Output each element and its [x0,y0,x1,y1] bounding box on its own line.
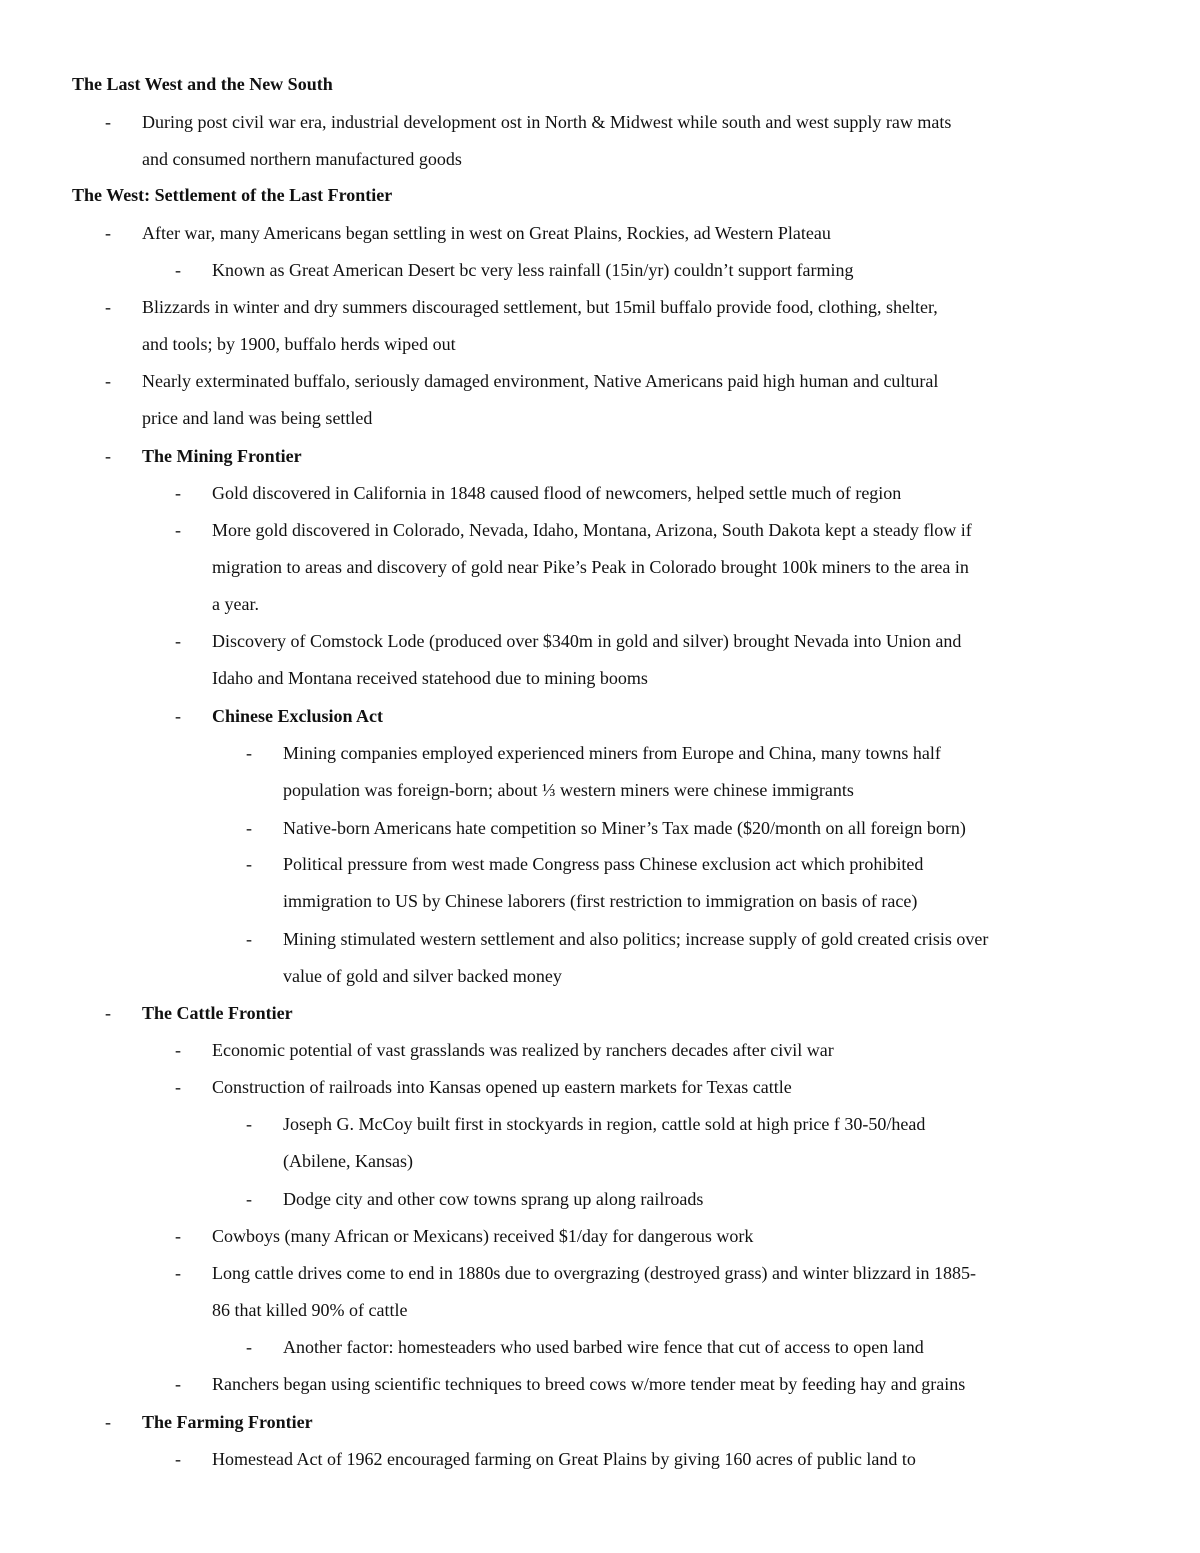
section-title: The Cattle Frontier [142,1003,293,1023]
bullet-political-pressure [246,846,924,920]
bullet-dash: - [175,706,181,726]
bullet-ranchers-scientific [175,1366,966,1403]
bullet-line: population was foreign-born; about ⅓ western miners were chinese immigrants [283,780,854,800]
bullet-line: Construction of railroads into Kansas opened up eastern markets for Texas cattle [212,1077,792,1097]
bullet-line: migration to areas and discovery of gold near Pike’s Peak in Colorado brought 100k miners to the area in [212,557,969,577]
bullet-dash: - [175,260,181,280]
bullet-line: 86 that killed 90% of cattle [212,1300,408,1320]
bullet-line: Nearly exterminated buffalo, seriously damaged environment, Native Americans paid high human and cultural [142,371,939,391]
bullet-dash: - [175,631,181,651]
bullet-comstock-lode [175,623,962,697]
bullet-dash: - [105,1003,111,1023]
bullet-cowboys [175,1218,754,1255]
bullet-line: Economic potential of vast grasslands was realized by ranchers decades after civil war [212,1040,834,1060]
bullet-line: Native-born Americans hate competition so Miner’s Tax made ($20/month on all foreign born) [283,818,966,838]
bullet-long-cattle-drives [175,1255,976,1329]
bullet-dash: - [246,854,252,874]
bullet-dash: - [105,297,111,317]
section-farming-frontier [105,1404,313,1441]
bullet-line: Mining stimulated western settlement and also politics; increase supply of gold created crisis over [283,929,989,949]
bullet-railroads-kansas [175,1069,792,1106]
bullet-line: value of gold and silver backed money [283,966,562,986]
bullet-dash: - [175,1263,181,1283]
bullet-buffalo-exterminated [105,363,939,437]
bullet-miners-tax [246,810,966,847]
section-title: Chinese Exclusion Act [212,706,384,726]
bullet-gold-california [175,475,902,512]
bullet-line: During post civil war era, industrial development ost in North & Midwest while south and west supply raw mats [142,112,952,132]
bullet-dash: - [246,1114,252,1134]
bullet-line: and tools; by 1900, buffalo herds wiped out [142,334,456,354]
bullet-mining-stimulated [246,921,989,995]
bullet-dash: - [246,818,252,838]
bullet-line: Idaho and Montana received statehood due to mining booms [212,668,648,688]
bullet-great-american-desert [175,252,854,289]
bullet-dash: - [105,446,111,466]
bullet-dash: - [246,1189,252,1209]
bullet-economic-potential [175,1032,834,1069]
bullet-line: Dodge city and other cow towns sprang up along railroads [283,1189,704,1209]
bullet-dash: - [175,483,181,503]
bullet-mining-companies [246,735,941,809]
bullet-dash: - [105,112,111,132]
bullet-line: Discovery of Comstock Lode (produced over $340m in gold and silver) brought Nevada into Union and [212,631,962,651]
bullet-dash: - [175,1040,181,1060]
bullet-line: Gold discovered in California in 1848 caused flood of newcomers, helped settle much of region [212,483,902,503]
bullet-barbed-wire [246,1329,924,1366]
bullet-line: a year. [212,594,259,614]
bullet-dash: - [246,929,252,949]
bullet-dash: - [105,223,111,243]
section-chinese-exclusion-act [175,698,384,735]
bullet-dash: - [175,1077,181,1097]
section-title: The Farming Frontier [142,1412,313,1432]
bullet-dodge-city [246,1181,704,1218]
bullet-line: Known as Great American Desert bc very less rainfall (15in/yr) couldn’t support farming [212,260,854,280]
bullet-dash: - [105,1412,111,1432]
section-title: The Mining Frontier [142,446,302,466]
bullet-line: Homestead Act of 1962 encouraged farming on Great Plains by giving 160 acres of public land to [212,1449,916,1469]
bullet-line: and consumed northern manufactured goods [142,149,462,169]
section-mining-frontier [105,438,302,475]
section-cattle-frontier [105,995,293,1032]
bullet-after-war [105,215,831,252]
bullet-dash: - [246,1337,252,1357]
bullet-line: immigration to US by Chinese laborers (first restriction to immigration on basis of race) [283,891,918,911]
bullet-line: Cowboys (many African or Mexicans) received $1/day for dangerous work [212,1226,754,1246]
bullet-line: Another factor: homesteaders who used barbed wire fence that cut of access to open land [283,1337,924,1357]
bullet-joseph-mccoy [246,1106,926,1180]
bullet-line: More gold discovered in Colorado, Nevada, Idaho, Montana, Arizona, South Dakota kept a steady flow if [212,520,972,540]
bullet-line: Joseph G. McCoy built first in stockyards in region, cattle sold at high price f 30-50/head [283,1114,926,1134]
bullet-homestead-act [175,1441,916,1478]
heading-last-west-new-south: The Last West and the New South [72,74,333,94]
bullet-dash: - [175,1449,181,1469]
bullet-dash: - [175,1226,181,1246]
bullet-dash: - [105,371,111,391]
bullet-blizzards [105,289,938,363]
bullet-line: Ranchers began using scientific techniques to breed cows w/more tender meat by feeding hay and grains [212,1374,966,1394]
bullet-line: price and land was being settled [142,408,373,428]
bullet-line: Political pressure from west made Congress pass Chinese exclusion act which prohibited [283,854,924,874]
bullet-more-gold [175,512,972,623]
bullet-post-civil-war [105,104,952,178]
bullet-line: Blizzards in winter and dry summers discouraged settlement, but 15mil buffalo provide food, clothing, shelter, [142,297,938,317]
bullet-line: Mining companies employed experienced miners from Europe and China, many towns half [283,743,941,763]
bullet-dash: - [246,743,252,763]
bullet-dash: - [175,1374,181,1394]
bullet-line: Long cattle drives come to end in 1880s due to overgrazing (destroyed grass) and winter blizzard in 1885- [212,1263,976,1283]
bullet-line: After war, many Americans began settling in west on Great Plains, Rockies, ad Western Plateau [142,223,831,243]
bullet-line: (Abilene, Kansas) [283,1151,413,1171]
heading-west-settlement: The West: Settlement of the Last Frontier [72,185,393,205]
bullet-dash: - [175,520,181,540]
